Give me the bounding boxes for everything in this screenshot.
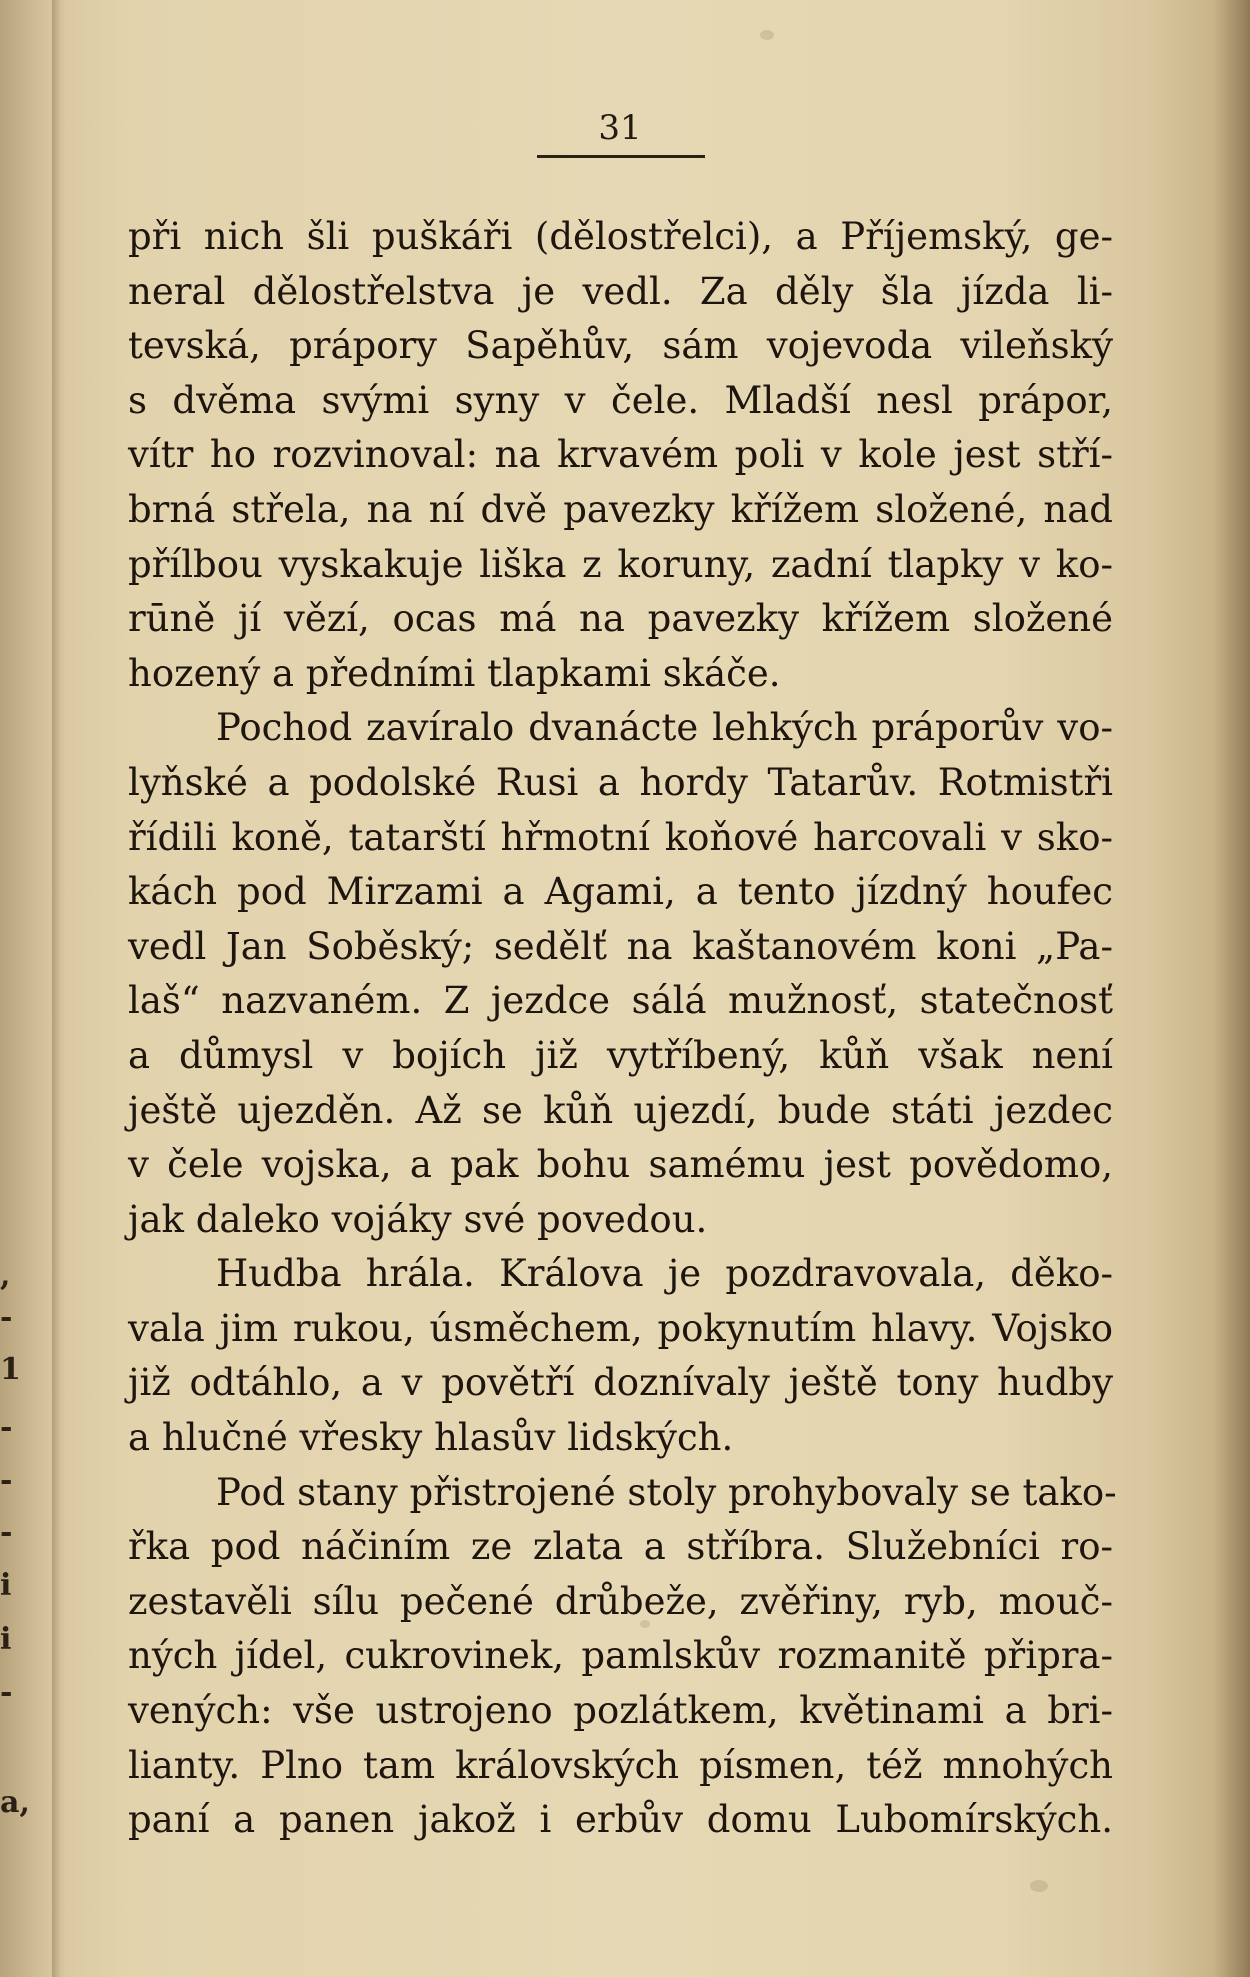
margin-mark: -	[0, 1410, 13, 1445]
text-line: ještě ujezděn. Až se kůň ujezdí, bude státi jezdec	[128, 1088, 1113, 1132]
text-line: tevská, prápory Sapěhův, sám vojevoda vileňský	[128, 324, 1113, 368]
text-line: lianty. Plno tam královských písmen, též mnohých	[128, 1743, 1113, 1787]
text-line: neral dělostřelstva je vedl. Za děly šla jízda li-	[128, 269, 1113, 313]
text-line: zestavěli sílu pečené drůbeže, zvěřiny, ryb, mouč-	[128, 1579, 1113, 1623]
text-line: hozený a předními tlapkami skáče.	[128, 651, 781, 695]
margin-mark: 1	[0, 1352, 21, 1387]
text-line: v čele vojska, a pak bohu samému jest povědomo,	[128, 1143, 1113, 1187]
text-line: lyňské a podolské Rusi a hordy Tatarův. Rotmistři	[128, 760, 1113, 804]
margin-mark: i	[0, 1622, 12, 1657]
text-line: jak daleko vojáky své povedou.	[128, 1197, 708, 1241]
text-line: laš“ nazvaném. Z jezdce sálá mužnosť, statečnosť	[128, 979, 1113, 1023]
paragraph-start-line: Pochod zavíralo dvanácte lehkých práporův vo-	[216, 706, 1113, 750]
margin-mark: -	[0, 1675, 13, 1710]
text-line: vedl Jan Soběský; sedělť na kaštanovém koni „Pa-	[128, 924, 1113, 968]
text-line: a důmysl v bojích již vytříbený, kůň však není	[128, 1033, 1113, 1077]
margin-mark: i	[0, 1568, 12, 1603]
paper-spot	[640, 1620, 650, 1628]
text-line: již odtáhlo, a v povětří doznívaly ještě tony hudby	[128, 1361, 1113, 1405]
text-line: s dvěma svými syny v čele. Mladší nesl prápor,	[128, 378, 1113, 422]
text-line: přílbou vyskakuje liška z koruny, zadní tlapky v ko-	[128, 542, 1113, 586]
text-line: řka pod náčiním ze zlata a stříbra. Služebníci ro-	[128, 1525, 1113, 1569]
text-line: vených: vše ustrojeno pozlátkem, květinami a bri-	[128, 1689, 1113, 1733]
previous-page-margin	[0, 0, 40, 1977]
text-line: řídili koně, tatarští hřmotní koňové harcovali v sko-	[128, 815, 1113, 859]
margin-mark: -	[0, 1515, 13, 1550]
text-line: rūně jí vězí, ocas má na pavezky křížem složené	[128, 597, 1113, 641]
page-number: 31	[598, 108, 642, 148]
margin-mark: -	[0, 1300, 13, 1335]
paragraph-start-line: Hudba hrála. Králova je pozdravovala, děko-	[216, 1252, 1113, 1296]
margin-mark: a,	[0, 1785, 30, 1820]
text-line: paní a panen jakož i erbův domu Lubomírských.	[128, 1798, 1113, 1842]
text-line: a hlučné vřesky hlasův lidských.	[128, 1416, 734, 1460]
body-text	[128, 210, 1117, 1848]
text-line: vítr ho rozvinoval: na krvavém poli v kole jest stří-	[128, 433, 1113, 477]
text-line: vala jim rukou, úsměchem, pokynutím hlavy. Vojsko	[128, 1306, 1113, 1350]
margin-mark: ,	[0, 1258, 11, 1293]
paper-spot	[1030, 1880, 1048, 1892]
margin-mark: -	[0, 1463, 13, 1498]
text-line: kách pod Mirzami a Agami, a tento jízdný houfec	[128, 870, 1113, 914]
text-line: brná střela, na ní dvě pavezky křížem složené, nad	[128, 487, 1113, 531]
binding-shadow	[52, 0, 66, 1977]
paper-spot	[760, 30, 774, 40]
paragraph-start-line: Pod stany přistrojené stoly prohybovaly se tako-	[216, 1470, 1117, 1514]
header-rule	[537, 155, 705, 158]
text-line: při nich šli puškáři (dělostřelci), a Příjemský, ge-	[128, 215, 1113, 258]
text-line: ných jídel, cukrovinek, pamlskův rozmanitě připra-	[128, 1634, 1113, 1678]
